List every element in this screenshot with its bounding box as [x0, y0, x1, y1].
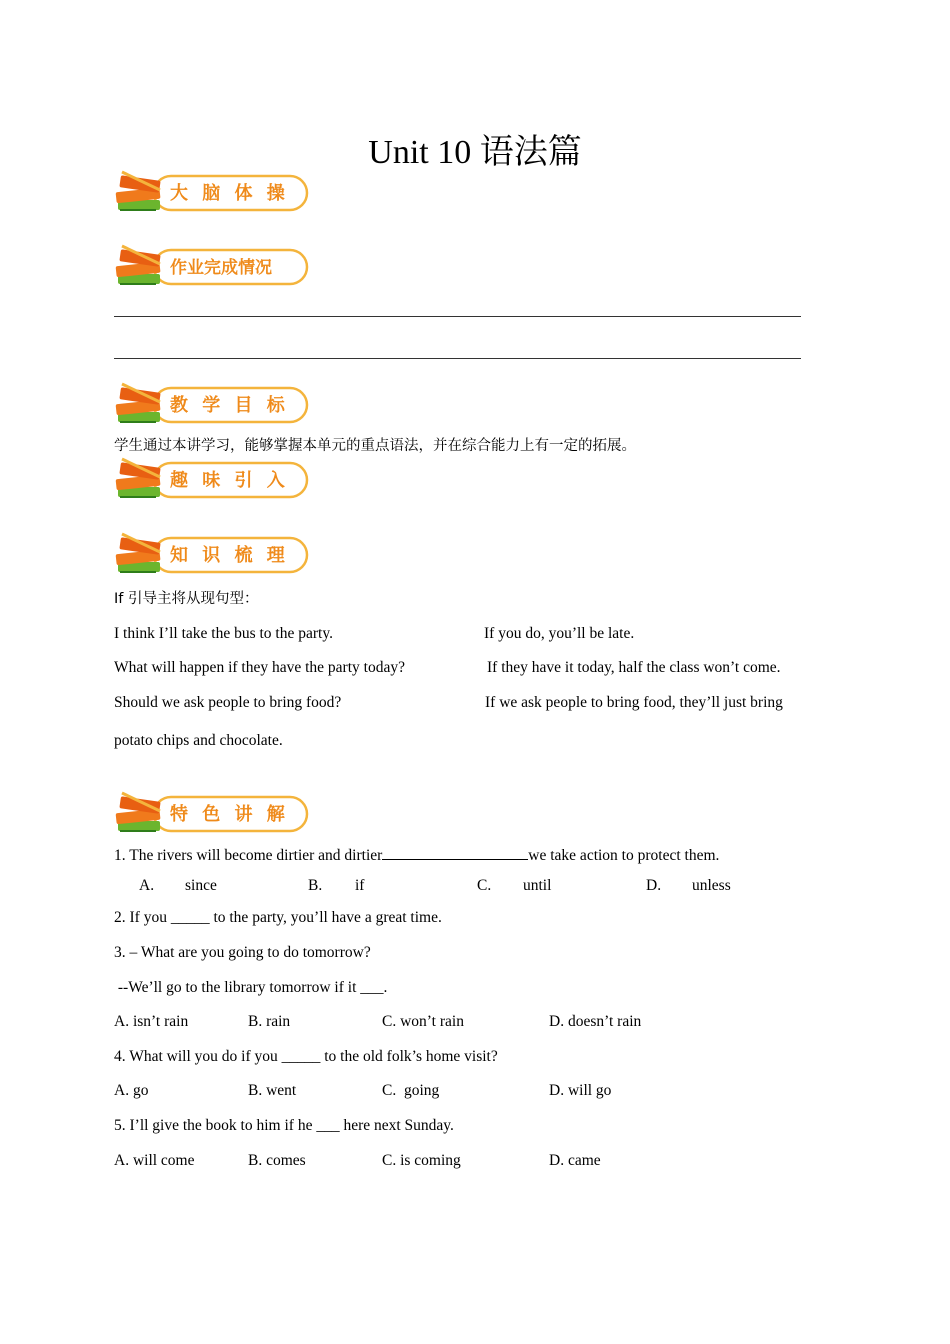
answer-blank[interactable] — [382, 845, 528, 860]
question-text: 1. The rivers will become dirtier and dirtier — [114, 847, 383, 864]
section-label: 知 识 梳 理 — [170, 545, 289, 566]
option-text: since — [185, 877, 217, 894]
option: B. rain — [248, 1013, 291, 1030]
example-left: What will happen if they have the party today? — [114, 659, 405, 676]
example-right: If you do, you’ll be late. — [484, 625, 635, 642]
question-1 — [114, 845, 719, 866]
example-continuation: potato chips and chocolate. — [114, 732, 283, 749]
option-letter: C. — [477, 877, 492, 894]
option: A. isn’t rain — [114, 1013, 189, 1030]
answer-line — [114, 358, 801, 359]
example-right: If we ask people to bring food, they’ll just bring — [485, 694, 783, 711]
question-3: 3. – What are you going to do tomorrow? — [114, 944, 371, 961]
option: A. go — [114, 1082, 149, 1099]
section-badge-intro — [114, 457, 310, 507]
section-label: 特 色 讲 解 — [170, 804, 289, 825]
option-text: unless — [692, 877, 731, 894]
example-left: Should we ask people to bring food? — [114, 694, 342, 711]
option-letter: D. — [646, 877, 662, 894]
page-title: Unit 10 语法篇 — [368, 134, 582, 171]
section-label: 大 脑 体 操 — [170, 183, 289, 204]
section-badge-homework — [114, 244, 310, 294]
knowledge-heading: If 引导主将从现句型： — [114, 591, 259, 607]
option-letter: A. — [139, 877, 155, 894]
option-text: if — [355, 877, 365, 894]
option: A. will come — [114, 1152, 195, 1169]
goals-text: 学生通过本讲学习，能够掌握本单元的重点语法，并在综合能力上有一定的拓展。 — [114, 438, 636, 454]
question-3-answer: --We’ll go to the library tomorrow if it ___. — [114, 979, 388, 996]
question-text: we take action to protect them. — [528, 847, 720, 864]
section-badge-knowledge — [114, 532, 310, 582]
section-label: 作业完成情况 — [170, 258, 272, 278]
option: B. comes — [248, 1152, 306, 1169]
section-label: 趣 味 引 入 — [170, 470, 289, 491]
option: C. is coming — [382, 1152, 461, 1169]
section-badge-special — [114, 791, 310, 841]
section-label: 教 学 目 标 — [170, 395, 289, 416]
option: C. won’t rain — [382, 1013, 464, 1030]
section-badge-goals — [114, 382, 310, 432]
option: D. doesn’t rain — [549, 1013, 642, 1030]
question-2: 2. If you _____ to the party, you’ll have a great time. — [114, 909, 442, 926]
option: C. going — [382, 1082, 440, 1099]
option: D. will go — [549, 1082, 612, 1099]
example-right: If they have it today, half the class won’t come. — [487, 659, 781, 676]
answer-line — [114, 316, 801, 317]
option-text: until — [523, 877, 552, 894]
option: B. went — [248, 1082, 297, 1099]
question-4: 4. What will you do if you _____ to the old folk’s home visit? — [114, 1048, 498, 1065]
option: D. came — [549, 1152, 601, 1169]
example-left: I think I’ll take the bus to the party. — [114, 625, 333, 642]
question-5: 5. I’ll give the book to him if he ___ here next Sunday. — [114, 1117, 454, 1134]
section-badge-brain-exercise — [114, 170, 310, 220]
option-letter: B. — [308, 877, 323, 894]
